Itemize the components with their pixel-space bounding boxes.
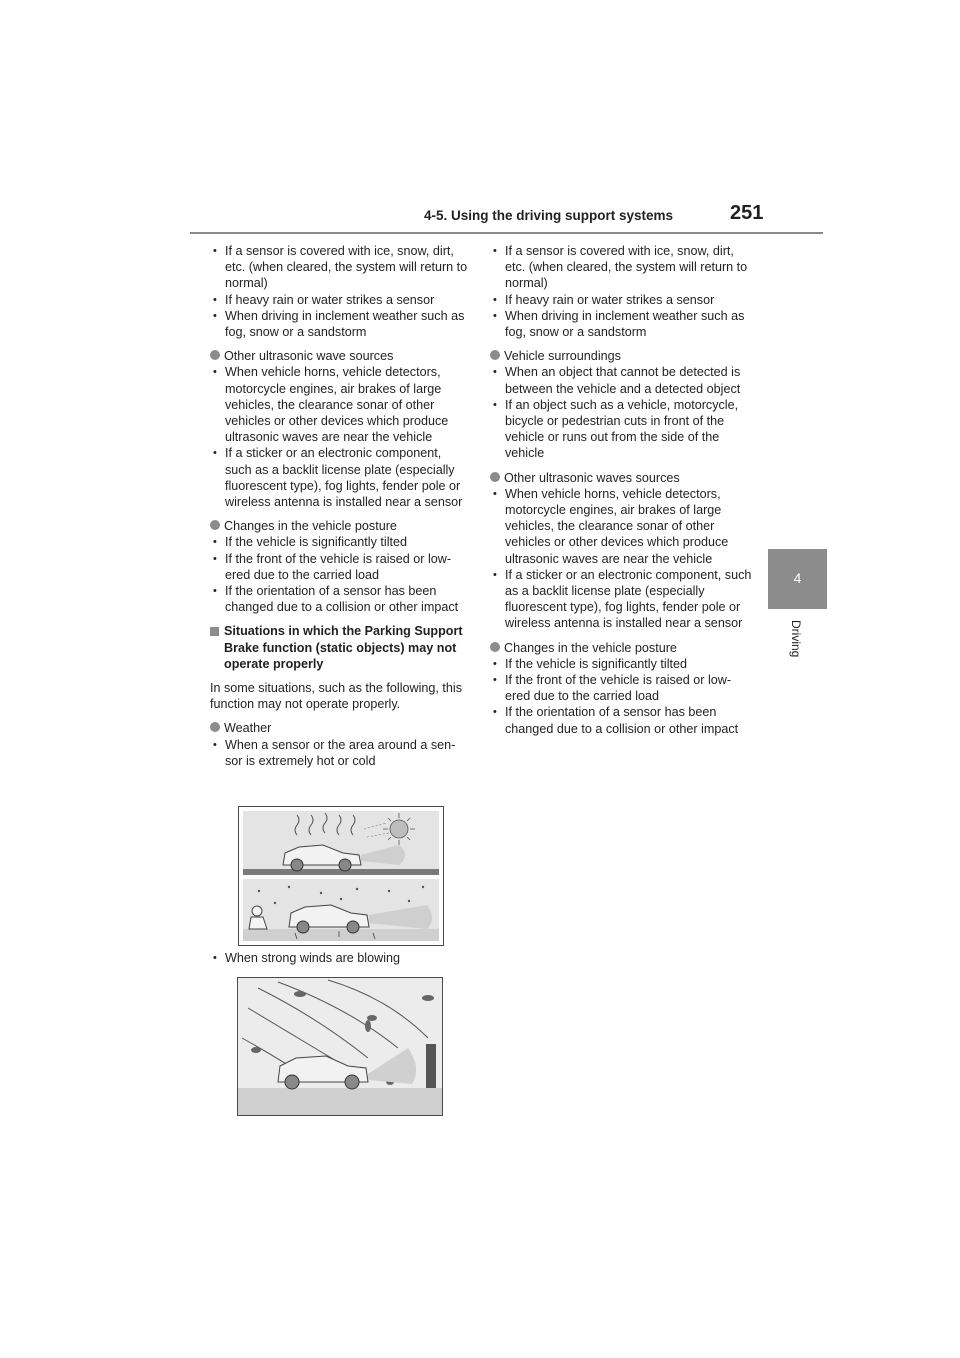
bullet-item: • If the front of the vehicle is raised or low-ered due to the carried load [210, 551, 468, 583]
section-heading-text: Situations in which the Parking Support Brake function (static objects) may not operate properly [224, 624, 463, 671]
category-heading [490, 470, 752, 486]
category-title: Other ultrasonic wave sources [224, 349, 394, 364]
category-title: Other ultrasonic waves sources [504, 470, 680, 485]
bullet-item: • When a sensor or the area around a sen-sor is extremely hot or cold [210, 737, 468, 769]
bullet-item: • If an object such as a vehicle, motorcycle, bicycle or pedestrian cuts in front of the vehicle or runs out from the side of the vehicle [490, 397, 752, 462]
bullet-item: • If a sticker or an electronic component, such as a backlit license plate (especially fluorescent type), fog lights, fender pole or wireless antenna is installed near a sensor [490, 567, 752, 632]
chapter-number: 4 [793, 570, 802, 586]
category-title: Changes in the vehicle posture [504, 640, 677, 655]
bullet-item: • If a sticker or an electronic component, such as a backlit license plate (especially fluorescent type), fog lights, fender pole or wireless antenna is installed near a sensor [210, 445, 468, 510]
page-header-title: 4-5. Using the driving support systems [424, 208, 674, 223]
strong-wind-illustration [237, 977, 443, 1116]
left-column [210, 243, 468, 769]
category-title: Weather [224, 721, 272, 736]
bullet-item: • When driving in inclement weather such as fog, snow or a sandstorm [210, 308, 468, 340]
section-heading [210, 623, 468, 672]
circle-bullet-icon [490, 472, 500, 482]
circle-bullet-icon [210, 520, 220, 530]
category-title: Vehicle surroundings [504, 349, 621, 364]
chapter-label [789, 620, 803, 680]
category-heading [490, 348, 752, 364]
bullet-item: • If the orientation of a sensor has been changed due to a collision or other impact [490, 704, 752, 736]
bullet-item: • When an object that cannot be detected is between the vehicle and a detected object [490, 364, 752, 396]
bullet-item: • When driving in inclement weather such as fog, snow or a sandstorm [490, 308, 752, 340]
bullet-item: • If a sensor is covered with ice, snow, dirt, etc. (when cleared, the system will return to normal) [210, 243, 468, 292]
right-column [490, 243, 752, 737]
chapter-tab [768, 549, 827, 609]
bullet-item: • When vehicle horns, vehicle detectors, motorcycle engines, air brakes of large vehicles, the clearance sonar of other vehicles or other devices which produce ultrasonic waves are near the vehicle [210, 364, 468, 445]
category-title: Changes in the vehicle posture [224, 519, 397, 534]
bullet-item: • If the vehicle is significantly tilted [210, 534, 468, 550]
section-paragraph: In some situations, such as the following, this function may not operate properly. [210, 681, 463, 712]
page-number: 251 [730, 202, 764, 224]
bullet-item: • If the front of the vehicle is raised or low-ered due to the carried load [490, 672, 752, 704]
chapter-label-text: Driving [789, 620, 803, 658]
category-heading [210, 348, 468, 364]
bullet-item: • If heavy rain or water strikes a sensor [490, 292, 752, 308]
circle-bullet-icon [210, 722, 220, 732]
bullet-item: • If a sensor is covered with ice, snow, dirt, etc. (when cleared, the system will return to normal) [490, 243, 752, 292]
category-heading [210, 720, 468, 736]
bullet-item: • If heavy rain or water strikes a sensor [210, 292, 468, 308]
category-heading [490, 640, 752, 656]
category-heading [210, 518, 468, 534]
bullet-item: • When vehicle horns, vehicle detectors, motorcycle engines, air brakes of large vehicles, the clearance sonar of other vehicles or other devices which produce ultrasonic waves are near the vehicle [490, 486, 752, 567]
bullet-item: • If the orientation of a sensor has been changed due to a collision or other impact [210, 583, 468, 615]
bullet-item: • When strong winds are blowing [210, 950, 468, 966]
circle-bullet-icon [490, 642, 500, 652]
bullet-item: • If the vehicle is significantly tilted [490, 656, 752, 672]
circle-bullet-icon [490, 350, 500, 360]
header-rule [190, 232, 823, 234]
hot-cold-weather-illustration [238, 806, 444, 946]
square-bullet-icon [210, 627, 219, 636]
figure-caption [210, 950, 468, 966]
circle-bullet-icon [210, 350, 220, 360]
